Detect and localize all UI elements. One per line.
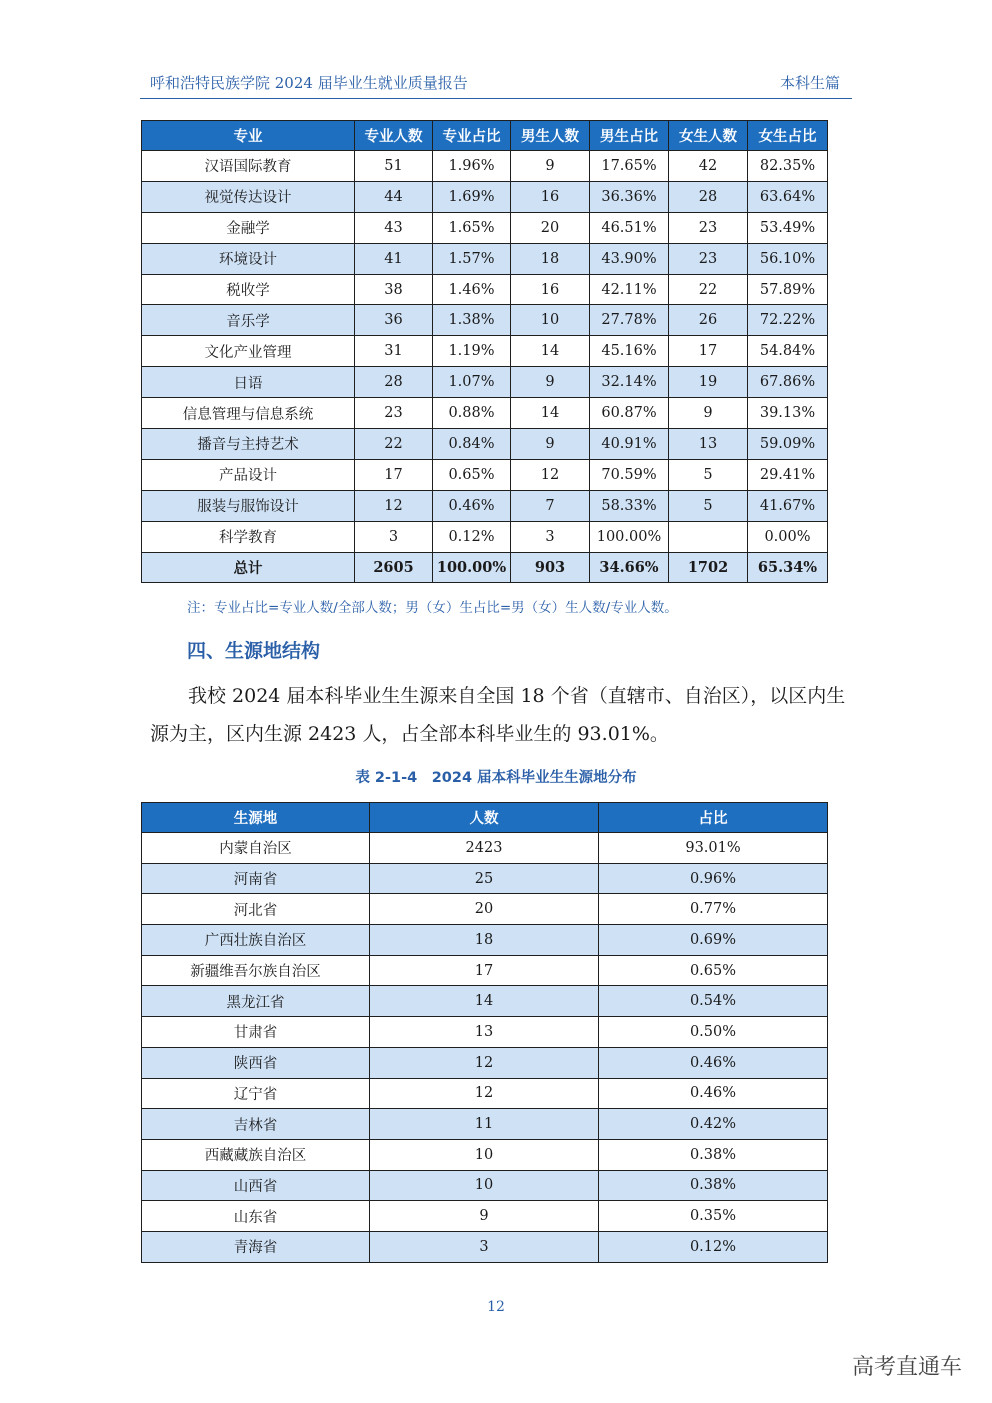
table-cell: 税收学 [142,274,355,305]
table-cell: 36 [355,305,433,336]
table-row [142,336,828,367]
table-cell: 58.33% [590,490,669,521]
total-cell: 903 [511,552,590,583]
table-cell: 16 [511,274,590,305]
table-cell: 吉林省 [142,1109,370,1140]
table-row [142,459,828,490]
table-cell: 93.01% [599,833,828,864]
table-cell: 23 [669,243,748,274]
table-cell: 12 [511,459,590,490]
table-cell: 河南省 [142,863,370,894]
table-cell: 53.49% [748,212,828,243]
table-cell: 13 [370,1017,599,1048]
table-cell: 0.84% [433,429,511,460]
table-cell: 9 [370,1201,599,1232]
table-cell: 28 [355,367,433,398]
table-cell: 产品设计 [142,459,355,490]
table-cell: 山西省 [142,1170,370,1201]
table-cell: 10 [370,1139,599,1170]
table-cell: 20 [370,894,599,925]
table-row [142,521,828,552]
table-cell: 广西壮族自治区 [142,925,370,956]
table-row [142,1139,828,1170]
total-cell: 2605 [355,552,433,583]
table-row [142,212,828,243]
table-cell: 40.91% [590,429,669,460]
table-cell: 3 [355,521,433,552]
origin-distribution-table [141,802,828,1263]
table-cell: 10 [511,305,590,336]
table-cell: 0.12% [599,1231,828,1262]
table-cell: 1.96% [433,151,511,182]
table-cell: 0.42% [599,1109,828,1140]
major-distribution-table [141,120,828,583]
table-cell: 河北省 [142,894,370,925]
column-header: 占比 [599,803,828,833]
table-cell: 山东省 [142,1201,370,1232]
table-row [142,1047,828,1078]
table-cell: 服装与服饰设计 [142,490,355,521]
table-cell: 22 [669,274,748,305]
total-cell: 34.66% [590,552,669,583]
table-cell: 20 [511,212,590,243]
watermark-text: 高考直通车 [851,1355,962,1380]
total-cell: 100.00% [433,552,511,583]
table-cell: 22 [355,429,433,460]
table-cell: 54.84% [748,336,828,367]
table-cell: 1.38% [433,305,511,336]
table-cell: 45.16% [590,336,669,367]
table-cell: 17 [370,955,599,986]
table-cell: 3 [511,521,590,552]
table-cell: 9 [511,151,590,182]
column-header: 专业人数 [355,121,433,151]
table-cell: 13 [669,429,748,460]
table-row [142,1170,828,1201]
header-divider [140,98,852,99]
table-cell: 甘肃省 [142,1017,370,1048]
table-cell: 文化产业管理 [142,336,355,367]
table-cell: 12 [355,490,433,521]
table-cell: 5 [669,459,748,490]
table-cell: 17.65% [590,151,669,182]
section-label: 本科生篇 [779,74,840,92]
table-row [142,894,828,925]
table-cell: 26 [669,305,748,336]
table-row [142,181,828,212]
table-cell: 42 [669,151,748,182]
table-cell: 14 [511,336,590,367]
table-header-row [142,803,828,833]
table-cell: 信息管理与信息系统 [142,398,355,429]
table-row [142,833,828,864]
table-cell: 0.50% [599,1017,828,1048]
table-cell: 0.46% [433,490,511,521]
section-heading: 四、生源地结构 [187,640,321,662]
table-cell: 0.35% [599,1201,828,1232]
table-note: 注：专业占比=专业人数/全部人数；男（女）生占比=男（女）生人数/专业人数。 [187,600,678,616]
table-cell: 38 [355,274,433,305]
table-cell: 0.54% [599,986,828,1017]
table-cell: 28 [669,181,748,212]
table-cell: 11 [370,1109,599,1140]
table-cell: 12 [370,1078,599,1109]
table-cell: 黑龙江省 [142,986,370,1017]
table-cell: 44 [355,181,433,212]
table-caption: 表 2-1-4 2024 届本科毕业生生源地分布 [355,770,637,786]
table-cell: 25 [370,863,599,894]
table-cell: 36.36% [590,181,669,212]
table-cell: 内蒙自治区 [142,833,370,864]
table-row [142,1109,828,1140]
table-cell: 60.87% [590,398,669,429]
table-header-row [142,121,828,151]
table-cell: 辽宁省 [142,1078,370,1109]
column-header: 男生人数 [511,121,590,151]
table-cell: 18 [511,243,590,274]
table-cell: 金融学 [142,212,355,243]
report-title: 呼和浩特民族学院 2024 届毕业生就业质量报告 [150,74,468,92]
table-cell: 0.00% [748,521,828,552]
table-cell: 1.07% [433,367,511,398]
table-cell: 0.46% [599,1078,828,1109]
table-row [142,925,828,956]
table-row [142,1231,828,1262]
table-cell [669,521,748,552]
table-cell: 西藏藏族自治区 [142,1139,370,1170]
total-row [142,552,828,583]
table-cell: 0.12% [433,521,511,552]
table-cell: 9 [669,398,748,429]
total-cell: 65.34% [748,552,828,583]
table-cell: 新疆维吾尔族自治区 [142,955,370,986]
table-row [142,1017,828,1048]
column-header: 专业 [142,121,355,151]
table-cell: 2423 [370,833,599,864]
table-cell: 23 [669,212,748,243]
table-cell: 0.77% [599,894,828,925]
table-cell: 1.65% [433,212,511,243]
table-row [142,955,828,986]
table-cell: 12 [370,1047,599,1078]
total-cell: 1702 [669,552,748,583]
table-cell: 音乐学 [142,305,355,336]
table-row [142,367,828,398]
table-cell: 59.09% [748,429,828,460]
table-cell: 9 [511,429,590,460]
body-paragraph: 我校 2024 届本科毕业生生源来自全国 18 个省（直辖市、自治区），以区内生源为主，区内生源 2423 人，占全部本科毕业生的 93.01%。 [150,685,846,745]
table-cell: 43.90% [590,243,669,274]
table-row [142,274,828,305]
table-cell: 陕西省 [142,1047,370,1078]
table-cell: 日语 [142,367,355,398]
table-cell: 42.11% [590,274,669,305]
table-row [142,986,828,1017]
table-cell: 9 [511,367,590,398]
table-cell: 0.65% [433,459,511,490]
table-cell: 31 [355,336,433,367]
table-cell: 1.46% [433,274,511,305]
table-cell: 46.51% [590,212,669,243]
table-row [142,429,828,460]
table-cell: 51 [355,151,433,182]
table-cell: 17 [355,459,433,490]
table-cell: 1.19% [433,336,511,367]
table-cell: 72.22% [748,305,828,336]
table-cell: 5 [669,490,748,521]
table-cell: 27.78% [590,305,669,336]
column-header: 专业占比 [433,121,511,151]
table-cell: 10 [370,1170,599,1201]
table-row [142,490,828,521]
table-cell: 18 [370,925,599,956]
table-cell: 青海省 [142,1231,370,1262]
table-cell: 汉语国际教育 [142,151,355,182]
table-cell: 0.38% [599,1170,828,1201]
table-cell: 14 [370,986,599,1017]
table-cell: 1.57% [433,243,511,274]
table-cell: 82.35% [748,151,828,182]
table-cell: 1.69% [433,181,511,212]
table-cell: 视觉传达设计 [142,181,355,212]
table-cell: 56.10% [748,243,828,274]
table-cell: 70.59% [590,459,669,490]
table-cell: 7 [511,490,590,521]
table-cell: 0.38% [599,1139,828,1170]
table-cell: 14 [511,398,590,429]
table-cell: 0.96% [599,863,828,894]
table-cell: 科学教育 [142,521,355,552]
table-row [142,1201,828,1232]
table-cell: 43 [355,212,433,243]
table-cell: 0.69% [599,925,828,956]
table-cell: 0.46% [599,1047,828,1078]
table-cell: 0.88% [433,398,511,429]
table-cell: 23 [355,398,433,429]
table-cell: 63.64% [748,181,828,212]
table-cell: 57.89% [748,274,828,305]
table-cell: 67.86% [748,367,828,398]
table-row [142,243,828,274]
column-header: 女生人数 [669,121,748,151]
total-cell: 总计 [142,552,355,583]
table-row [142,1078,828,1109]
table-cell: 17 [669,336,748,367]
column-header: 人数 [370,803,599,833]
table-cell: 41.67% [748,490,828,521]
table-cell: 32.14% [590,367,669,398]
table-row [142,151,828,182]
table-cell: 3 [370,1231,599,1262]
table-row [142,305,828,336]
table-row [142,863,828,894]
table-cell: 41 [355,243,433,274]
column-header: 生源地 [142,803,370,833]
table-cell: 39.13% [748,398,828,429]
column-header: 男生占比 [590,121,669,151]
column-header: 女生占比 [748,121,828,151]
table-row [142,398,828,429]
table-cell: 环境设计 [142,243,355,274]
page-number: 12 [487,1299,505,1315]
table-cell: 100.00% [590,521,669,552]
table-cell: 0.65% [599,955,828,986]
table-cell: 播音与主持艺术 [142,429,355,460]
table-cell: 19 [669,367,748,398]
table-cell: 16 [511,181,590,212]
table-cell: 29.41% [748,459,828,490]
